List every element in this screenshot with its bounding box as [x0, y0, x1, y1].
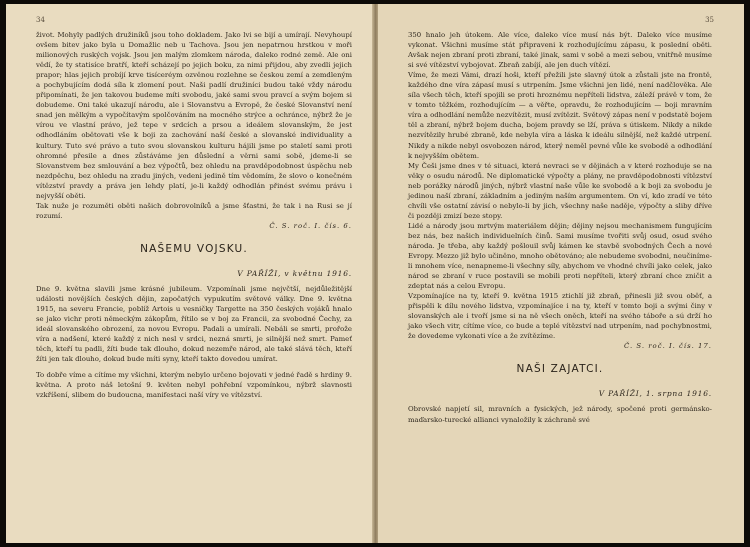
right-page	[378, 4, 744, 543]
left-paragraph-4: To dobře víme a cítíme my všichni, kterým nebylo určeno bojovati v jedné řadě s hrdiny 9. května. A proto náš letošní 9. květen nebyl pohřební vzpomínkou, nýbrž slavnosti vzkříšení, slibem do budoucna, manifestaci naší víry ve vítězství.	[36, 371, 352, 400]
right-paragraph-2: Víme, že mezi Vámi, drazí hoši, kteří přežili jste slavný útok a zůstali jste na frontě, každého dne víra zápasí musí s utrpením. Jsme všichni jen lidé, není nadčlověka. Ale síla všech těch, kteří spojili se proti hroznému nepříteli lidstva, záleží právě v tom, že v tomto těžkém, rozhodujícím — a věřte, opravdu, že rozhodujícím — boji mravním víra a odhodlání nemůže nezvítězit, musí zvítězit. Světový zápas není v podstatě bojem těl a zbraní, nýbrž bojem ducha, bojem pravdy se lží, práva s útiskem. Nikdy a nikde nezvítězily hrubé zbraně, kde nebyla víra a láska k ideálu silnější, než každé utrpení. Nikdy a nikde nebyl osvobozen národ, který neměl pevné vůle ke svobodě a odhodlání k nejvyšším obětem.	[408, 71, 712, 160]
right-dateline: V PAŘÍŽI, 1. srpna 1916.	[598, 389, 712, 399]
left-dateline: V PAŘÍŽI, v květnu 1916.	[237, 268, 352, 278]
right-paragraph-4: Lidé a národy jsou mrtvým materiálem dějin; dějiny nejsou mechanismem fungujícím bez nás, bez našich individuelních činů. Sami musíme tvořiti svůj osud, osud svého národa. Je třeba, aby každý pošlouil svůj kámen ke stavbě svobodných Čech a nové Evropy. Mezzo již bylo učiněno, mnoho obětováno; ale nebudeme svobodni, neučiníme-li mnohem více, nenapneme-li všechny síly, abychom ve vhodné chvíli jako celek, jako národ se zbraní v ruce postavili se mobili proti nepříteli, který zbraní chce zničit a zdeptat nás a celou Evropu.	[408, 221, 712, 291]
page-number-left: 34	[36, 16, 45, 24]
left-source-signature: Č. S. roč. I. čís. 6.	[269, 221, 352, 230]
left-paragraph-3: Dne 9. května slavili jsme krásné jubileum. Vzpomínali jsme nejvčtší, nejdůležitější události novějších českých dějin, započatých vypukutím světové války. Dne 9. května 1915, na severu Francie, poblíž Artois u vesničky Targette na 350 českých vojáků hnalo se jako vichr proti německým zákopům, řítilo se v boj za Francii, za svobodné Čechy, za ideál slovanského obrození, za novou Evropu. Padali a umírali. Nebáli se smrti, prořože víra a nadšení, které každý z nich nesl v srdci, nezná smrti, je silnější než smrt. Pameť těch, kteří tu padli, žíti bude tak dlouho, dokud nezemře národ, ale také slává těch, kteří žíti jen tak dlouho, dokud bude míti syny, kteří takto dovedou umírat.	[36, 284, 352, 364]
right-source-signature: Č. S. roč. I. čís. 17.	[624, 342, 712, 351]
left-page	[6, 4, 374, 543]
right-paragraph-1: 350 hnalo jeh útokem. Ale více, daleko více musí nás být. Daleko více musíme vykonat. Všichni musíme stát připraveni k rozhodujícímu zápasu, k poslední oběti. Avšak nejen zbraní proti zbraní, také jinak, sami v sobě a mezi sebou, vnitřně musíme si své vítězství vybojovat. Zbraň zabíjí, ale jen duch vítězí.	[408, 31, 712, 70]
left-paragraph-1: život. Mohyly padlých družiníků jsou toho dokladem. Jako lvi se bijí a umírají. Nevyhoupí ovšem bitev jako byla u Domažlic neb u Tachova. Jsou jen nepatrnou hrstkou v moři milionových ruských vojsk. Jsou jen malým zlomkem národa, daleko rodné země. Ale oni vědí, že ty statisíce bratří, kteří scházejí po jejich boku, za nimi přijdou, aby zvedli jejich prapor; hlas jejich probíjí krve tisíceréym ozvěnou rozlehne se českou zemí a zemdleným a pochybujícím dodá síla k zlomení pout. Naši padlí družiníci budou také vždy národu připomínati, že jen takovou budeme míti svobodu, jaké sami svou pravcí a svým bojem si dobudeme. Oni také ukazují národu, ale i Slovanstvu a Evropě, že české Slovanství není snad jen mělkým a vypočítavým spolčováním na mocného strýce a ochránce, nýbrž že je vírou ve vlastní právo, jež tepe v srdcích a prsou a ideálem slovanským, že jest odhodláním obětovati vše k boji za zachování naší české a slovanské individuality a kultury. Tuto své právo a tuto svou slovanskou kulturu hájili jsme po staletí sami proti ohromné přesile a dnes zůstáváme jen důslední a věrni sami sobě, jdeme-li se Slovanstvem bez smlouvání a bez výpočtů, bez ohledu na pravděpodobnost úspěchu neb nezdpěchu, bez ohledu na zradu jiných, vedeni jedině tím vědomím, že slovo o konečném vítězství pravdy a práva jen lehdy platí, je-li každý odhodlán přinést svému právu i nejvyšší oběti.	[36, 31, 352, 200]
right-paragraph-6: Obrovské napjetí sil, mravních a fysických, jež národy, spočené proti germánsko-maďarsko-turecké allianci vynaložily k záchraně své	[408, 405, 712, 424]
page-number-right: 35	[705, 16, 714, 24]
left-column	[36, 30, 352, 400]
book-spread	[6, 4, 744, 543]
article-heading-nasi-zajatci: NAŠI ZAJATCI.	[516, 363, 604, 376]
article-heading-nasemu-vojsku: NAŠEMU VOJSKU.	[140, 242, 248, 255]
right-paragraph-3: My Češi jsme dnes v té situaci, která nevraci se v dějinách a v které rozhoduje se na věky o osudu národů. Ne diplomatické výpočty a plány, ne pravděpodobnosti vítězství neb porážky národů jiných, nýbrž vlastní naše vůle ke svobodě a k boji za svobodu je jedinou naší zbraní, základním a jediným naším argumentem. On ví, kdo zradí ve této chvíli vše ostatní závisí o nebylo-li by jich, všechny naše naděje, výpočty a sliby dříve či později zmizí beze stopy.	[408, 161, 712, 220]
right-column	[408, 30, 712, 425]
right-paragraph-5: Vzpomínajíce na ty, kteří 9. května 1915 ztichlí již zbraň, přinesli již svou oběť, a přispěli k dílu nového lidstva, vzpomínajíce i na ty, kteří v tomto boji a svými činy v slovanských ale i tvoří jsme si na ně všech oněch, kteří na svého táboře a sú drží ho jako všech vitr, cítíme více, co bude a teplé vítězství nad utrpením, nad pochybnostmi, že dovedeme vykonati více a že zvítězíme.	[408, 292, 712, 341]
left-paragraph-2: Tak nuže je rozuměti oběti našich dobrovolníků a jsme šťastni, že tak i na Rusi se jí rozumí.	[36, 201, 352, 220]
